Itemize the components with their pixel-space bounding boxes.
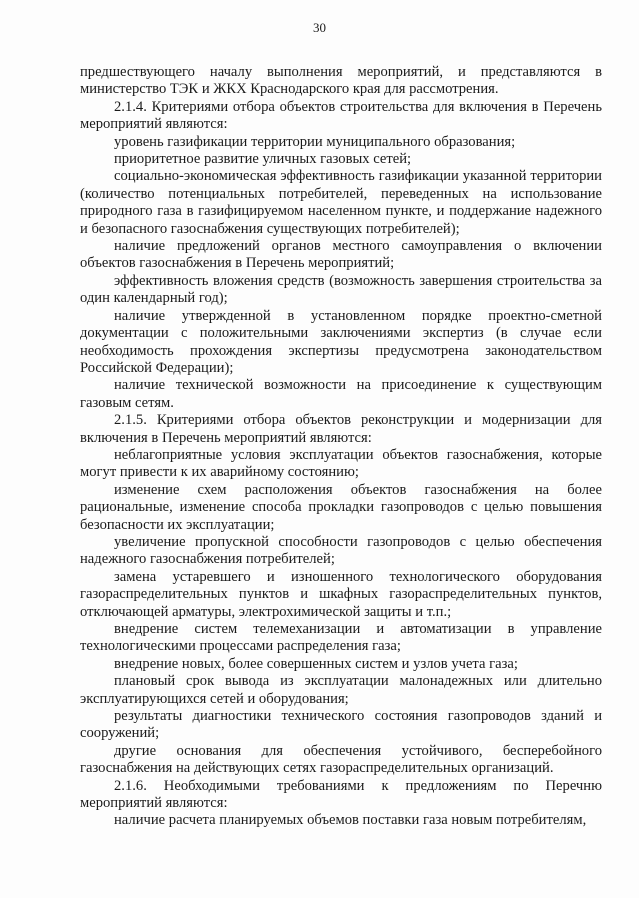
list-item: изменение схем расположения объектов газоснабжения на более рациональные, изменение способа прокладки газопроводов с целью повышения безопасности их эксплуатации; [80,481,602,533]
list-item: результаты диагностики технического состояния газопроводов зданий и сооружений; [80,708,602,742]
paragraph: 2.1.6. Необходимыми требованиями к предложениям по Перечню мероприятий являются: [80,777,602,812]
list-item: наличие расчета планируемых объемов поставки газа новым потребителям, [114,812,587,829]
list-item: социально-экономическая эффективность газификации указанной территории (количество потенциальных потребителей, переведенных на использование природного газа в газифицируемом населенном пункте, и поддержание надежного и безопасного газоснабжения существующих потребителей); [80,168,602,237]
list-item: уровень газификации территории муниципального образования; [114,133,516,150]
list-item: наличие технической возможности на присоединение к существующим газовым сетям. [80,377,602,411]
list-item: внедрение новых, более совершенных систем и узлов учета газа; [114,655,518,672]
list-item: наличие предложений органов местного самоуправления о включении объектов газоснабжения в Перечень мероприятий; [80,238,602,272]
list-item: замена устаревшего и изношенного технологического оборудования газораспределительных пунктов и шкафных газораспределительных пунктов, отключающей арматуры, электрохимической защиты и т.п.; [80,568,602,620]
list-item: плановый срок вывода из эксплуатации малонадежных или длительно эксплуатирующихся сетей и оборудования; [80,673,602,707]
list-item: наличие утвержденной в установленном порядке проектно-сметной документации с положительными заключениями экспертиз (в случае если необходимость прохождения экспертизы предусмотрена законодательством Российской Федерации); [80,307,602,376]
paragraph: предшествующего началу выполнения мероприятий, и представляются в министерство ТЭК и ЖКХ Краснодарского края для рассмотрения. [80,64,602,98]
page-number: 30 [313,20,326,35]
paragraph: 2.1.5. Критериями отбора объектов реконструкции и модернизации для включения в Перечень мероприятий являются: [80,412,602,446]
paragraph: 2.1.4. Критериями отбора объектов строительства для включения в Перечень мероприятий являются: [80,98,602,133]
list-item: увеличение пропускной способности газопроводов с целью обеспечения надежного газоснабжения потребителей; [80,533,602,568]
list-item: приоритетное развитие уличных газовых сетей; [114,151,412,168]
list-item: неблагоприятные условия эксплуатации объектов газоснабжения, которые могут привести к их аварийному состоянию; [80,446,602,481]
list-item: другие основания для обеспечения устойчивого, бесперебойного газоснабжения на действующих сетях газораспределительных организаций. [80,742,602,777]
list-item: эффективность вложения средств (возможность завершения строительства за один календарный год); [80,272,602,307]
list-item: внедрение систем телемеханизации и автоматизации в управление технологическими процессами распределения газа; [80,621,602,655]
document-body [80,64,602,830]
